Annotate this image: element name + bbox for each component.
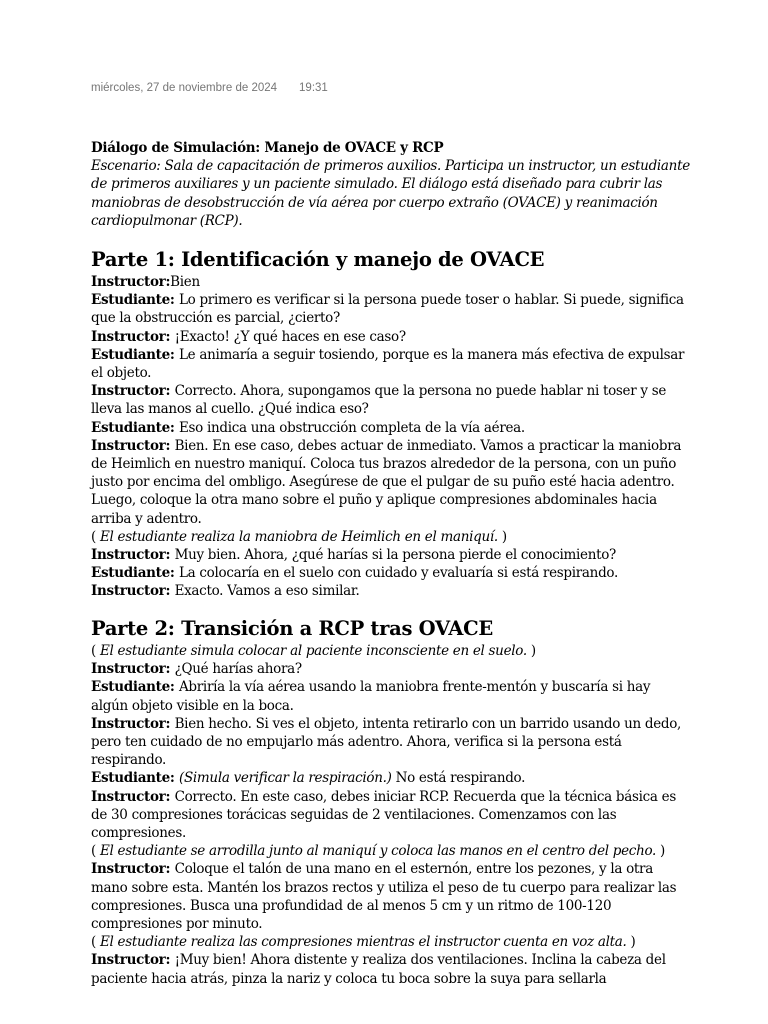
note-timestamp (91, 82, 328, 94)
line-text: ¿Qué harías ahora? (174, 661, 302, 678)
line-text: ¡Exacto! ¿Y qué haces en ese caso? (174, 328, 406, 345)
dialogue-line (91, 273, 691, 291)
document-title: Diálogo de Simulación: Manejo de OVACE y RCP (91, 140, 444, 156)
line-text: ¡Muy bien! Ahora distente y realiza dos ventilaciones. Inclina la cabeza del paciente hacia atrás, pinza la nariz y coloca tu boca sobre la suya para sellarla (91, 952, 666, 987)
paren-open: ( (91, 934, 100, 951)
dialogue-line (91, 528, 691, 546)
speaker-label: Instructor: (91, 715, 175, 732)
speaker-label: Instructor: (91, 437, 175, 454)
stage-direction: El estudiante se arrodilla junto al maniquí y coloca las manos en el centro del pecho. (99, 843, 657, 860)
line-text: Muy bien. Ahora, ¿qué harías si la persona pierde el conocimiento? (174, 547, 616, 564)
paren-open: ( (91, 528, 100, 545)
dialogue-line (91, 382, 691, 418)
line-text: Le animaría a seguir tosiendo, porque es la manera más efectiva de expulsar el objeto. (91, 346, 685, 382)
dialogue-line (91, 291, 691, 327)
speaker-label: Estudiante: (91, 419, 179, 436)
speaker-label: Estudiante: (91, 292, 179, 309)
part1-heading: Parte 1: Identificación y manejo de OVACE (91, 248, 545, 271)
note-date: miércoles, 27 de noviembre de 2024 (91, 82, 278, 94)
line-text: La colocaría en el suelo con cuidado y evaluaría si está respirando. (178, 565, 618, 582)
speaker-label: Estudiante: (91, 346, 179, 363)
line-text: No está respirando. (391, 770, 526, 787)
speaker-label: Instructor: (91, 383, 175, 400)
scenario-text: Escenario: Sala de capacitación de primeros auxilios. Participa un instructor, un estudiante de primeros auxiliares y un paciente simulado. El diálogo está diseñado para cubrir las maniobras de desobstrucción de vía aérea por cuerpo extraño (OVACE) y reanimación cardiopulmonar (RCP). (91, 158, 690, 230)
speaker-label: Instructor: (91, 274, 171, 290)
part1-dialogue (91, 273, 691, 601)
speaker-label: Instructor: (91, 583, 175, 600)
speaker-label: Estudiante: (91, 770, 179, 787)
dialogue-line (91, 860, 691, 933)
dialogue-line (91, 842, 691, 860)
dialogue-line (91, 933, 691, 951)
line-text: Eso indica una obstrucción completa de la vía aérea. (178, 419, 525, 436)
line-text: Lo primero es verificar si la persona puede toser o hablar. Si puede, significa que la obstrucción es parcial, ¿cierto? (91, 292, 684, 327)
stage-direction: (Simula verificar la respiración.) (178, 770, 392, 787)
dialogue-line (91, 346, 691, 382)
dialogue-line (91, 564, 691, 582)
line-text: Bien (170, 274, 200, 290)
stage-direction: El estudiante realiza las compresiones mientras el instructor cuenta en voz alta. (99, 934, 627, 951)
dialogue-line (91, 582, 691, 600)
part2-heading: Parte 2: Transición a RCP tras OVACE (91, 617, 493, 640)
speaker-label: Estudiante: (91, 679, 179, 696)
speaker-label: Instructor: (91, 788, 175, 805)
dialogue-line (91, 769, 691, 787)
speaker-label: Estudiante: (91, 565, 179, 582)
dialogue-line (91, 642, 691, 660)
paren-close: ) (626, 934, 636, 951)
paren-open: ( (91, 843, 100, 860)
line-text: Coloque el talón de una mano en el esternón, entre los pezones, y la otra mano sobre esta. Mantén los brazos rectos y utiliza el peso de tu cuerpo para realizar las compresiones. Busca una profundidad de al menos 5 cm y un ritmo de 100-120 compresiones por minuto. (91, 861, 677, 933)
paren-close: ) (656, 843, 666, 860)
speaker-label: Instructor: (91, 547, 175, 564)
dialogue-line (91, 328, 691, 346)
dialogue-line (91, 715, 691, 770)
line-text: Bien hecho. Si ves el objeto, intenta retirarlo con un barrido usando un dedo, pero ten cuidado de no empujarlo más adentro. Ahora, verifica si la persona está respirando. (91, 715, 682, 769)
dialogue-line (91, 951, 691, 987)
dialogue-line (91, 788, 691, 843)
speaker-label: Instructor: (91, 952, 175, 969)
stage-direction: El estudiante simula colocar al paciente inconsciente en el suelo. (99, 643, 527, 659)
line-text: Correcto. Ahora, supongamos que la persona no puede hablar ni toser y se lleva las manos al cuello. ¿Qué indica eso? (91, 383, 667, 418)
dialogue-line (91, 437, 691, 528)
paren-open: ( (91, 643, 100, 659)
dialogue-line (91, 678, 691, 714)
speaker-label: Instructor: (91, 861, 175, 878)
line-text: Correcto. En este caso, debes iniciar RCP. Recuerda que la técnica básica es de 30 compresiones torácicas seguidas de 2 ventilaciones. Comenzamos con las compresiones. (91, 788, 676, 842)
line-text: Abriría la vía aérea usando la maniobra frente-mentón y buscaría si hay algún objeto visible en la boca. (91, 679, 651, 714)
paren-close: ) (497, 528, 507, 545)
dialogue-line (91, 660, 691, 678)
note-time: 19:31 (299, 82, 328, 94)
line-text: Bien. En ese caso, debes actuar de inmediato. Vamos a practicar la maniobra de Heimlich en nuestro maniquí. Coloca tus brazos alrededor de la persona, con un puño justo por encima del ombligo. Asegúrese de que el pulgar de su puño esté hacia adentro. Luego, coloque la otra mano sobre el puño y aplique compresiones abdominales hacia arriba y adentro. (91, 437, 682, 527)
stage-direction: El estudiante realiza la maniobra de Heimlich en el maniquí. (99, 528, 498, 545)
dialogue-line (91, 546, 691, 564)
speaker-label: Instructor: (91, 328, 175, 345)
line-text: Exacto. Vamos a eso similar. (174, 583, 360, 600)
dialogue-line (91, 419, 691, 437)
paren-close: ) (526, 643, 536, 659)
part2-dialogue (91, 642, 691, 988)
speaker-label: Instructor: (91, 661, 175, 678)
